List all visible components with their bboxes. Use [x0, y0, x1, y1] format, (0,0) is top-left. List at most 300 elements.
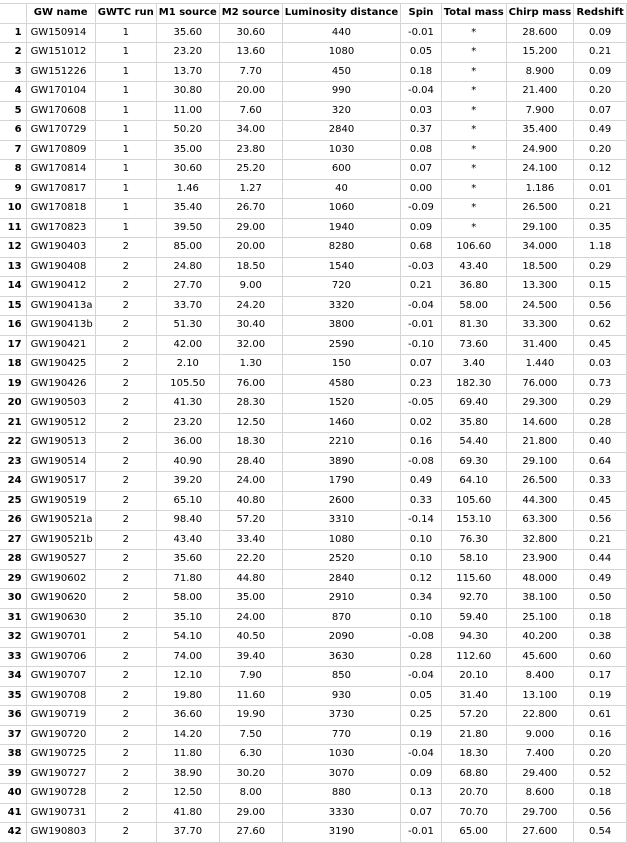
chirp-mass-cell: 24.900 — [506, 140, 574, 160]
total-mass-cell: 58.00 — [441, 296, 506, 316]
redshift-cell: 0.56 — [574, 803, 627, 823]
luminosity-distance-cell: 2590 — [282, 335, 400, 355]
luminosity-distance-cell: 930 — [282, 686, 400, 706]
spin-cell: -0.01 — [401, 316, 442, 336]
gwtc-run-cell: 2 — [95, 530, 156, 550]
luminosity-distance-cell: 1460 — [282, 413, 400, 433]
redshift-cell: 0.19 — [574, 686, 627, 706]
spin-cell: 0.09 — [401, 764, 442, 784]
row-index: 10 — [0, 199, 26, 219]
table-row — [0, 160, 627, 180]
chirp-mass-cell: 26.500 — [506, 199, 574, 219]
redshift-cell: 0.20 — [574, 140, 627, 160]
m2-source-cell: 29.00 — [219, 803, 282, 823]
luminosity-distance-cell: 2520 — [282, 550, 400, 570]
luminosity-distance-cell: 720 — [282, 277, 400, 297]
m1-source-cell: 98.40 — [156, 511, 219, 531]
redshift-cell: 0.52 — [574, 764, 627, 784]
redshift-cell: 0.09 — [574, 62, 627, 82]
spin-cell: 0.28 — [401, 647, 442, 667]
spin-cell: 0.16 — [401, 433, 442, 453]
redshift-cell: 0.61 — [574, 706, 627, 726]
spin-cell: 0.10 — [401, 550, 442, 570]
m1-source-cell: 65.10 — [156, 491, 219, 511]
total-mass-cell: * — [441, 121, 506, 141]
spin-cell: -0.04 — [401, 296, 442, 316]
redshift-cell: 1.18 — [574, 238, 627, 258]
m2-source-cell: 40.80 — [219, 491, 282, 511]
gwtc-run-cell: 2 — [95, 277, 156, 297]
redshift-cell: 0.20 — [574, 82, 627, 102]
gwtc-run-cell: 2 — [95, 823, 156, 843]
row-index: 24 — [0, 472, 26, 492]
table-row — [0, 433, 627, 453]
luminosity-distance-cell: 1790 — [282, 472, 400, 492]
chirp-mass-cell: 45.600 — [506, 647, 574, 667]
redshift-cell: 0.21 — [574, 43, 627, 63]
row-index: 12 — [0, 238, 26, 258]
m1-source-cell: 11.00 — [156, 101, 219, 121]
m2-source-cell: 7.70 — [219, 62, 282, 82]
spin-cell: -0.04 — [401, 667, 442, 687]
gwtc-run-cell: 2 — [95, 374, 156, 394]
row-index: 19 — [0, 374, 26, 394]
row-index: 15 — [0, 296, 26, 316]
total-mass-cell: 68.80 — [441, 764, 506, 784]
luminosity-distance-cell: 3070 — [282, 764, 400, 784]
spin-cell: 0.25 — [401, 706, 442, 726]
spin-cell: 0.37 — [401, 121, 442, 141]
table-row — [0, 647, 627, 667]
row-index: 18 — [0, 355, 26, 375]
redshift-cell: 0.21 — [574, 199, 627, 219]
row-index: 29 — [0, 569, 26, 589]
spin-cell: -0.09 — [401, 199, 442, 219]
redshift-cell: 0.44 — [574, 550, 627, 570]
redshift-cell: 0.35 — [574, 218, 627, 238]
gw-name-cell: GW170608 — [26, 101, 95, 121]
luminosity-distance-cell: 880 — [282, 784, 400, 804]
gw-name-cell: GW170729 — [26, 121, 95, 141]
spin-cell: 0.19 — [401, 725, 442, 745]
luminosity-distance-cell: 870 — [282, 608, 400, 628]
table-body — [0, 23, 627, 842]
m1-source-cell: 39.50 — [156, 218, 219, 238]
spin-cell: 0.12 — [401, 569, 442, 589]
gwtc-run-cell: 2 — [95, 472, 156, 492]
gw-name-cell: GW190403 — [26, 238, 95, 258]
chirp-mass-cell: 8.900 — [506, 62, 574, 82]
chirp-mass-cell: 29.100 — [506, 452, 574, 472]
m1-source-cell: 35.60 — [156, 23, 219, 43]
row-index: 14 — [0, 277, 26, 297]
total-mass-cell: 92.70 — [441, 589, 506, 609]
m2-source-cell: 20.00 — [219, 82, 282, 102]
total-mass-cell: 76.30 — [441, 530, 506, 550]
row-index: 28 — [0, 550, 26, 570]
m1-source-cell: 13.70 — [156, 62, 219, 82]
luminosity-distance-cell: 3630 — [282, 647, 400, 667]
gw-name-cell: GW170809 — [26, 140, 95, 160]
row-index: 4 — [0, 82, 26, 102]
gwtc-run-cell: 2 — [95, 511, 156, 531]
table-row — [0, 472, 627, 492]
table-row — [0, 530, 627, 550]
gw-name-cell: GW190725 — [26, 745, 95, 765]
gwtc-run-cell: 2 — [95, 491, 156, 511]
spin-cell: 0.07 — [401, 355, 442, 375]
gwtc-run-cell: 2 — [95, 433, 156, 453]
total-mass-cell: 3.40 — [441, 355, 506, 375]
redshift-cell: 0.60 — [574, 647, 627, 667]
m1-source-cell: 42.00 — [156, 335, 219, 355]
luminosity-distance-cell: 990 — [282, 82, 400, 102]
chirp-mass-cell: 29.700 — [506, 803, 574, 823]
luminosity-distance-cell: 440 — [282, 23, 400, 43]
row-index: 37 — [0, 725, 26, 745]
spin-cell: 0.05 — [401, 43, 442, 63]
row-index: 6 — [0, 121, 26, 141]
gwtc-run-cell: 2 — [95, 355, 156, 375]
luminosity-distance-cell: 1060 — [282, 199, 400, 219]
gw-name-cell: GW151012 — [26, 43, 95, 63]
spin-cell: -0.14 — [401, 511, 442, 531]
total-mass-cell: 65.00 — [441, 823, 506, 843]
luminosity-distance-cell: 1940 — [282, 218, 400, 238]
chirp-mass-cell: 23.900 — [506, 550, 574, 570]
gwtc-run-cell: 2 — [95, 745, 156, 765]
spin-cell: -0.01 — [401, 23, 442, 43]
gw-name-cell: GW190426 — [26, 374, 95, 394]
gwtc-run-cell: 2 — [95, 647, 156, 667]
gw-name-cell: GW170823 — [26, 218, 95, 238]
gwtc-run-cell: 2 — [95, 394, 156, 414]
gw-name-cell: GW190731 — [26, 803, 95, 823]
gwtc-run-cell: 1 — [95, 23, 156, 43]
gwtc-run-cell: 2 — [95, 316, 156, 336]
table-row — [0, 335, 627, 355]
gw-name-cell: GW190708 — [26, 686, 95, 706]
m2-source-cell: 30.40 — [219, 316, 282, 336]
gwtc-run-cell: 1 — [95, 62, 156, 82]
table-row — [0, 608, 627, 628]
table-row — [0, 686, 627, 706]
gw-name-cell: GW190413a — [26, 296, 95, 316]
m1-source-cell: 54.10 — [156, 628, 219, 648]
spin-cell: -0.08 — [401, 628, 442, 648]
chirp-mass-cell: 32.800 — [506, 530, 574, 550]
luminosity-distance-cell: 8280 — [282, 238, 400, 258]
table-row — [0, 569, 627, 589]
gw-name-cell: GW190720 — [26, 725, 95, 745]
table-row — [0, 823, 627, 843]
m2-source-cell: 19.90 — [219, 706, 282, 726]
chirp-mass-cell: 28.600 — [506, 23, 574, 43]
luminosity-distance-cell: 2840 — [282, 121, 400, 141]
m2-source-cell: 28.40 — [219, 452, 282, 472]
redshift-cell: 0.03 — [574, 355, 627, 375]
total-mass-cell: 43.40 — [441, 257, 506, 277]
m1-source-cell: 27.70 — [156, 277, 219, 297]
total-mass-cell: 70.70 — [441, 803, 506, 823]
m1-source-cell: 58.00 — [156, 589, 219, 609]
chirp-mass-cell: 1.186 — [506, 179, 574, 199]
gwtc-run-cell: 1 — [95, 82, 156, 102]
gwtc-run-cell: 2 — [95, 569, 156, 589]
m1-source-cell: 105.50 — [156, 374, 219, 394]
redshift-cell: 0.33 — [574, 472, 627, 492]
gwtc-run-cell: 2 — [95, 413, 156, 433]
gwtc-run-cell: 1 — [95, 218, 156, 238]
chirp-mass-header: Chirp mass — [506, 4, 574, 23]
total-mass-cell: 115.60 — [441, 569, 506, 589]
table-row — [0, 257, 627, 277]
m1-source-cell: 51.30 — [156, 316, 219, 336]
luminosity-distance-cell: 1080 — [282, 43, 400, 63]
gwtc-run-cell: 1 — [95, 140, 156, 160]
gw-name-cell: GW190719 — [26, 706, 95, 726]
table-row — [0, 140, 627, 160]
luminosity-distance-cell: 1080 — [282, 530, 400, 550]
redshift-cell: 0.15 — [574, 277, 627, 297]
gw-name-cell: GW190727 — [26, 764, 95, 784]
redshift-cell: 0.64 — [574, 452, 627, 472]
gw-name-cell: GW190503 — [26, 394, 95, 414]
redshift-cell: 0.56 — [574, 511, 627, 531]
total-mass-cell: 69.30 — [441, 452, 506, 472]
chirp-mass-cell: 7.400 — [506, 745, 574, 765]
gwtc-run-cell: 2 — [95, 784, 156, 804]
m2-source-cell: 30.60 — [219, 23, 282, 43]
row-index: 9 — [0, 179, 26, 199]
gwtc-run-cell: 2 — [95, 238, 156, 258]
row-index: 38 — [0, 745, 26, 765]
m1-source-cell: 24.80 — [156, 257, 219, 277]
spin-cell: -0.10 — [401, 335, 442, 355]
luminosity-distance-cell: 2910 — [282, 589, 400, 609]
table-row — [0, 706, 627, 726]
row-index: 13 — [0, 257, 26, 277]
m2-source-cell: 76.00 — [219, 374, 282, 394]
redshift-cell: 0.40 — [574, 433, 627, 453]
gwtc-run-cell: 2 — [95, 764, 156, 784]
gwtc-run-cell: 2 — [95, 608, 156, 628]
gw-name-cell: GW190602 — [26, 569, 95, 589]
gwtc-run-cell: 2 — [95, 452, 156, 472]
m2-source-cell: 1.27 — [219, 179, 282, 199]
redshift-cell: 0.17 — [574, 667, 627, 687]
table-row — [0, 101, 627, 121]
redshift-cell: 0.73 — [574, 374, 627, 394]
row-index: 16 — [0, 316, 26, 336]
table-row — [0, 667, 627, 687]
row-index: 31 — [0, 608, 26, 628]
luminosity-distance-cell: 2840 — [282, 569, 400, 589]
luminosity-distance-cell: 3890 — [282, 452, 400, 472]
total-mass-cell: 94.30 — [441, 628, 506, 648]
total-mass-cell: * — [441, 199, 506, 219]
row-index: 35 — [0, 686, 26, 706]
total-mass-cell: 81.30 — [441, 316, 506, 336]
luminosity-distance-cell: 3730 — [282, 706, 400, 726]
chirp-mass-cell: 27.600 — [506, 823, 574, 843]
row-index: 2 — [0, 43, 26, 63]
m2-source-cell: 23.80 — [219, 140, 282, 160]
m1-source-cell: 35.00 — [156, 140, 219, 160]
chirp-mass-cell: 24.100 — [506, 160, 574, 180]
table-row — [0, 179, 627, 199]
redshift-cell: 0.50 — [574, 589, 627, 609]
chirp-mass-cell: 7.900 — [506, 101, 574, 121]
gw-name-cell: GW190706 — [26, 647, 95, 667]
redshift-cell: 0.49 — [574, 121, 627, 141]
table-row — [0, 550, 627, 570]
luminosity-distance-cell: 850 — [282, 667, 400, 687]
table-row — [0, 277, 627, 297]
gwtc-run-cell: 2 — [95, 589, 156, 609]
gwtc-run-header: GWTC run — [95, 4, 156, 23]
row-index: 11 — [0, 218, 26, 238]
m2-source-cell: 44.80 — [219, 569, 282, 589]
chirp-mass-cell: 14.600 — [506, 413, 574, 433]
m1-source-cell: 1.46 — [156, 179, 219, 199]
gw-name-cell: GW190707 — [26, 667, 95, 687]
table-row — [0, 394, 627, 414]
chirp-mass-cell: 63.300 — [506, 511, 574, 531]
chirp-mass-cell: 21.800 — [506, 433, 574, 453]
spin-cell: 0.02 — [401, 413, 442, 433]
m2-source-cell: 25.20 — [219, 160, 282, 180]
total-mass-cell: * — [441, 160, 506, 180]
redshift-cell: 0.21 — [574, 530, 627, 550]
gwtc-run-cell: 1 — [95, 160, 156, 180]
m2-source-cell: 33.40 — [219, 530, 282, 550]
spin-cell: 0.49 — [401, 472, 442, 492]
row-index: 26 — [0, 511, 26, 531]
m2-source-header: M2 source — [219, 4, 282, 23]
redshift-cell: 0.54 — [574, 823, 627, 843]
spin-cell: 0.21 — [401, 277, 442, 297]
gwtc-run-cell: 2 — [95, 257, 156, 277]
table-row — [0, 491, 627, 511]
total-mass-cell: 20.10 — [441, 667, 506, 687]
redshift-cell: 0.07 — [574, 101, 627, 121]
gw-name-cell: GW190620 — [26, 589, 95, 609]
total-mass-header: Total mass — [441, 4, 506, 23]
table-row — [0, 452, 627, 472]
luminosity-distance-cell: 1520 — [282, 394, 400, 414]
spin-cell: 0.09 — [401, 218, 442, 238]
total-mass-cell: 18.30 — [441, 745, 506, 765]
luminosity-distance-cell: 2210 — [282, 433, 400, 453]
m1-source-header: M1 source — [156, 4, 219, 23]
m1-source-cell: 35.10 — [156, 608, 219, 628]
m2-source-cell: 27.60 — [219, 823, 282, 843]
m1-source-cell: 19.80 — [156, 686, 219, 706]
row-index: 20 — [0, 394, 26, 414]
gw-name-cell: GW190521b — [26, 530, 95, 550]
total-mass-cell: * — [441, 23, 506, 43]
total-mass-cell: 73.60 — [441, 335, 506, 355]
total-mass-cell: 112.60 — [441, 647, 506, 667]
gwtc-run-cell: 2 — [95, 296, 156, 316]
table-row — [0, 374, 627, 394]
gw-name-cell: GW170104 — [26, 82, 95, 102]
redshift-cell: 0.29 — [574, 394, 627, 414]
m1-source-cell: 35.40 — [156, 199, 219, 219]
redshift-cell: 0.62 — [574, 316, 627, 336]
row-index: 22 — [0, 433, 26, 453]
row-index: 39 — [0, 764, 26, 784]
spin-cell: 0.10 — [401, 530, 442, 550]
total-mass-cell: 35.80 — [441, 413, 506, 433]
header-row — [0, 4, 627, 23]
row-index: 5 — [0, 101, 26, 121]
spin-cell: -0.08 — [401, 452, 442, 472]
spin-cell: 0.13 — [401, 784, 442, 804]
gwtc-run-cell: 2 — [95, 628, 156, 648]
redshift-header: Redshift — [574, 4, 627, 23]
table-row — [0, 745, 627, 765]
gwtc-run-cell: 2 — [95, 725, 156, 745]
gw-name-cell: GW190513 — [26, 433, 95, 453]
gwtc-run-cell: 1 — [95, 101, 156, 121]
gwtc-run-cell: 2 — [95, 686, 156, 706]
spin-cell: 0.00 — [401, 179, 442, 199]
chirp-mass-cell: 21.400 — [506, 82, 574, 102]
m2-source-cell: 9.00 — [219, 277, 282, 297]
gw-name-cell: GW151226 — [26, 62, 95, 82]
table-row — [0, 218, 627, 238]
spin-cell: 0.03 — [401, 101, 442, 121]
table-row — [0, 121, 627, 141]
table-row — [0, 511, 627, 531]
chirp-mass-cell: 29.400 — [506, 764, 574, 784]
chirp-mass-cell: 18.500 — [506, 257, 574, 277]
m1-source-cell: 23.20 — [156, 43, 219, 63]
total-mass-cell: * — [441, 82, 506, 102]
m2-source-cell: 7.90 — [219, 667, 282, 687]
gw-name-cell: GW190728 — [26, 784, 95, 804]
chirp-mass-cell: 8.400 — [506, 667, 574, 687]
row-index: 1 — [0, 23, 26, 43]
chirp-mass-cell: 35.400 — [506, 121, 574, 141]
m1-source-cell: 33.70 — [156, 296, 219, 316]
m1-source-cell: 30.80 — [156, 82, 219, 102]
gw-name-cell: GW190413b — [26, 316, 95, 336]
gwtc-run-cell: 2 — [95, 550, 156, 570]
m1-source-cell: 12.10 — [156, 667, 219, 687]
luminosity-distance-cell: 450 — [282, 62, 400, 82]
m2-source-cell: 39.40 — [219, 647, 282, 667]
chirp-mass-cell: 48.000 — [506, 569, 574, 589]
row-index: 36 — [0, 706, 26, 726]
table-row — [0, 62, 627, 82]
m2-source-cell: 32.00 — [219, 335, 282, 355]
table-row — [0, 589, 627, 609]
luminosity-distance-cell: 4580 — [282, 374, 400, 394]
chirp-mass-cell: 33.300 — [506, 316, 574, 336]
total-mass-cell: * — [441, 101, 506, 121]
luminosity-distance-cell: 320 — [282, 101, 400, 121]
gw-name-cell: GW190519 — [26, 491, 95, 511]
chirp-mass-cell: 9.000 — [506, 725, 574, 745]
m2-source-cell: 6.30 — [219, 745, 282, 765]
luminosity-distance-cell: 150 — [282, 355, 400, 375]
spin-header: Spin — [401, 4, 442, 23]
luminosity-distance-cell: 3800 — [282, 316, 400, 336]
m2-source-cell: 24.00 — [219, 472, 282, 492]
